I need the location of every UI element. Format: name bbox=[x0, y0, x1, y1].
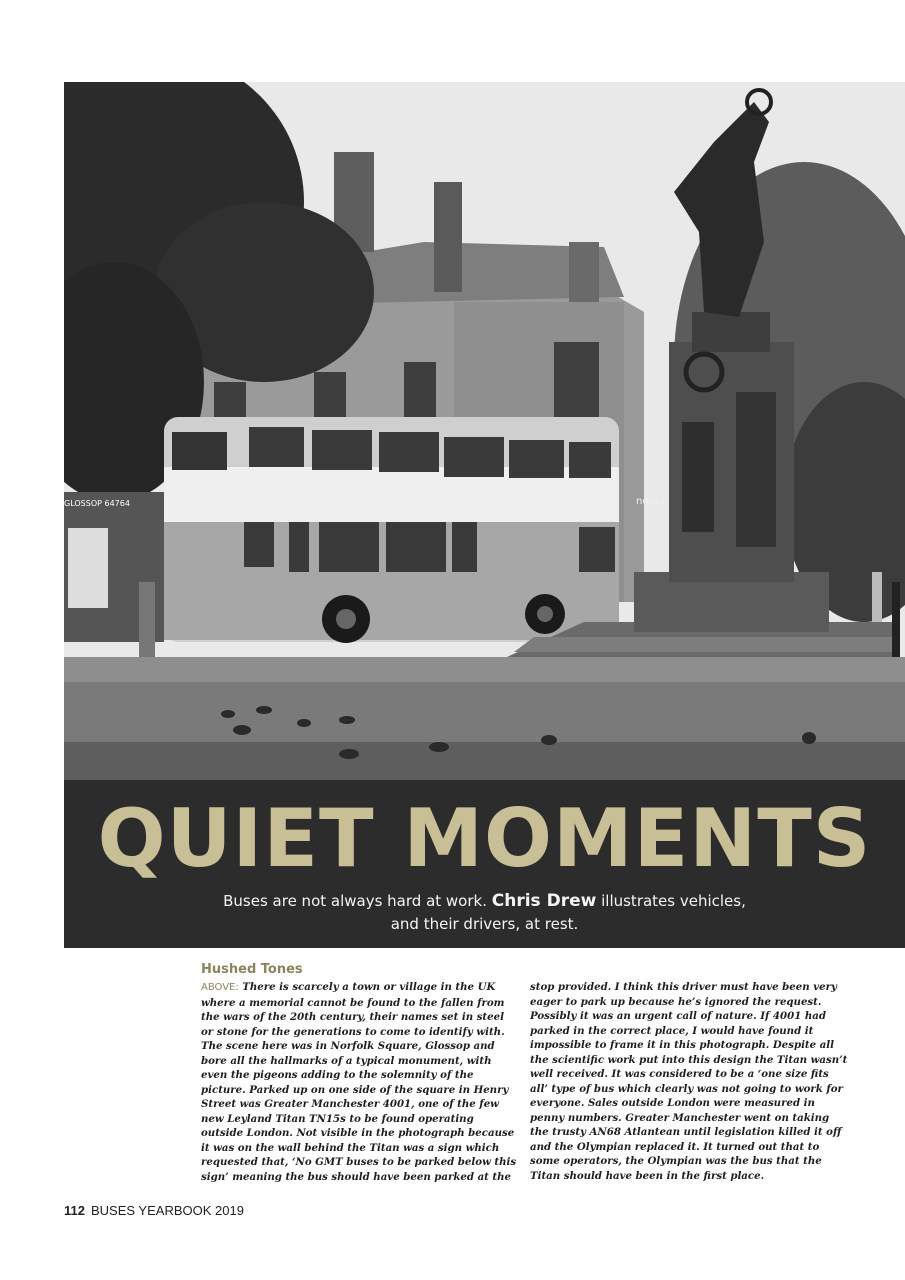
standfirst-line-2: and their drivers, at rest. bbox=[390, 915, 579, 933]
page-number: 112 bbox=[64, 1203, 85, 1218]
standfirst-line-1 bbox=[64, 890, 905, 913]
caption-position-tag: ABOVE: bbox=[201, 982, 239, 993]
caption-column-right bbox=[530, 980, 848, 1183]
standfirst-continuation: illustrates vehicles, bbox=[601, 892, 746, 910]
caption-heading: Hushed Tones bbox=[201, 962, 303, 977]
page-footer bbox=[64, 1203, 244, 1218]
shop-phone-sign: GLOSSOP 64764 bbox=[64, 499, 130, 508]
shop-sign-text: nooks bbox=[636, 496, 666, 507]
photograph bbox=[64, 82, 905, 780]
article-standfirst bbox=[64, 890, 905, 936]
standfirst-intro: Buses are not always hard at work. bbox=[223, 892, 487, 910]
author-name: Chris Drew bbox=[491, 891, 597, 911]
caption-text-left: There is scarcely a town or village in the UK where a memorial cannot be found to the fallen from the wars of the 20th century, their names set in steel or stone for the generations to come to identify with. The scene here was in Norfolk Square, Glossop and bore all the hallmarks of a typical monument, with even the pigeons adding to the solemnity of the picture. Parked up on one side of the square in Henry Street was Greater Manchester 4001, one of the few new Leyland Titan TN15s to be found operating outside London. Not visible in the photograph because it was on the wall behind the Titan was a sign which requested that, ‘No GMT buses to be parked below this sign’ meaning the bus should have been parked at the bbox=[201, 981, 517, 1183]
title-band bbox=[64, 780, 905, 948]
article-title: QUIET MOMENTS bbox=[97, 792, 872, 885]
caption-column-left bbox=[201, 980, 519, 1184]
photograph-bus-war-memorial-icon bbox=[64, 82, 905, 780]
publication-name: BUSES YEARBOOK 2019 bbox=[90, 1203, 244, 1218]
caption-text-right: stop provided. I think this driver must have been very eager to park up because he’s ignored the request. Possibly it was an urgent call of nature. If 4001 had parked in the correct place, I would have found it impossible to frame it in this photograph. Despite all the scientific work put into this design the Titan wasn’t well received. It was considered to be a ‘one size fits all’ type of bus which clearly was not going to work for everyone. Sales outside London were measured in penny numbers. Greater Manchester went on taking the trusty AN68 Atlantean until legislation killed it off and the Olympian replaced it. It turned out that to some operators, the Olympian was the bus that the Titan should have been in the first place. bbox=[530, 981, 848, 1182]
